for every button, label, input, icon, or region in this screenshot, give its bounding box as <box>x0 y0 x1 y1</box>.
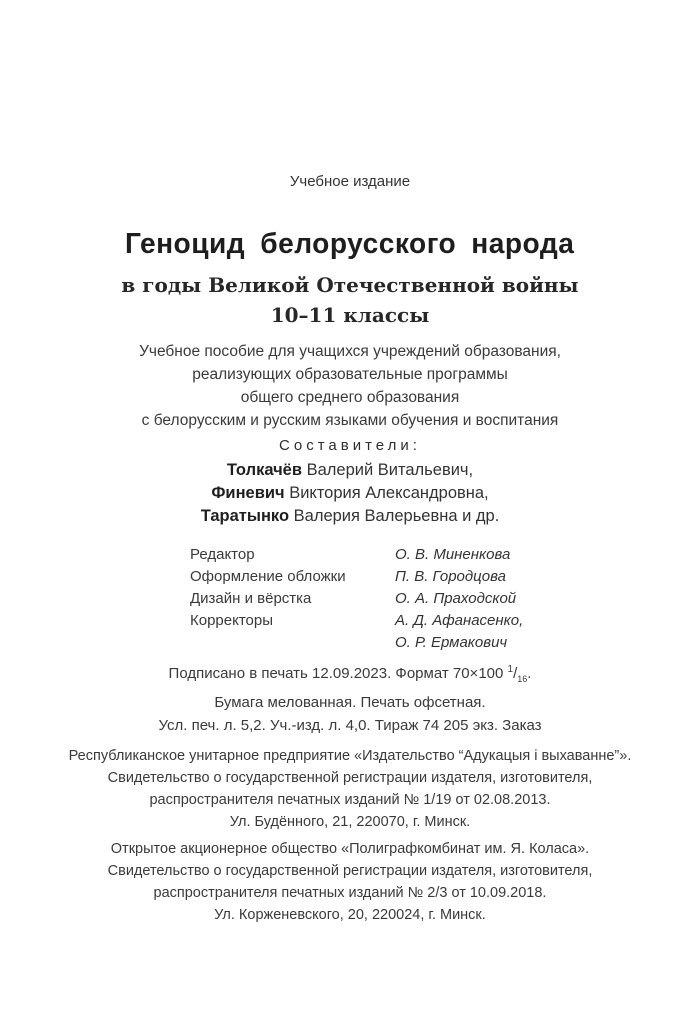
credit-role: Корректоры <box>190 612 274 629</box>
credit-role: Редактор <box>190 546 255 563</box>
credit-role <box>190 632 395 654</box>
print-format-text: Подписано в печать 12.09.2023. Формат 70×100 <box>168 665 508 682</box>
credit-role: Дизайн и вёрстка <box>190 590 312 607</box>
print-format-end: . <box>527 665 532 682</box>
compiler-entry <box>0 459 700 482</box>
credit-name: О. В. Миненкова <box>395 546 511 563</box>
credit-row <box>190 544 700 566</box>
description-line: реализующих образовательные программы <box>192 366 508 383</box>
format-fraction-slash: / <box>513 665 518 682</box>
compiler-given-name: Виктория Александровна, <box>289 484 489 502</box>
printer-address-line: Ул. Корженевского, 20, 220024, г. Минск. <box>214 907 486 923</box>
credit-name: А. Д. Афанасенко, <box>395 612 524 629</box>
compiler-entry <box>0 482 700 505</box>
description-line: общего среднего образования <box>240 389 460 406</box>
credit-row <box>190 632 700 654</box>
printer-name-line: Открытое акционерное общество «Полиграфкомбинат им. Я. Коласа». <box>110 841 590 857</box>
printer-certificate-number-line: распространителя печатных изданий № 2/3 от 10.09.2018. <box>153 885 547 901</box>
print-info-line-volume: Усл. печ. л. 5,2. Уч.-изд. л. 4,0. Тираж 74 205 экз. Заказ <box>158 717 542 734</box>
compiler-surname: Таратынко <box>200 507 290 525</box>
edition-type-label: Учебное издание <box>289 173 411 190</box>
compiler-surname: Толкачёв <box>226 461 302 479</box>
printer-info <box>0 838 700 926</box>
compilers-heading: Составители: <box>279 437 421 454</box>
format-fraction-denominator: 16 <box>517 674 528 684</box>
book-title <box>0 228 700 265</box>
audience-description <box>0 340 700 432</box>
publisher-certificate-line: Свидетельство о государственной регистрации издателя, изготовителя, <box>107 770 593 786</box>
printer-certificate-line: Свидетельство о государственной регистрации издателя, изготовителя, <box>107 863 593 879</box>
book-title-text: Геноцид белорусского народа <box>125 228 575 260</box>
format-fraction-numerator: 1 <box>507 664 514 675</box>
subtitle-line: в годы Великой Отечественной войны <box>121 273 579 297</box>
publisher-name-line: Республиканское унитарное предприятие «Издательство “Адукацыя і выхаванне”». <box>68 748 632 764</box>
credit-row <box>190 566 700 588</box>
compiler-surname: Финевич <box>211 484 285 502</box>
credit-name: О. Р. Ермакович <box>395 634 508 651</box>
credit-row <box>190 610 700 632</box>
credit-name: П. В. Городцова <box>395 568 506 585</box>
credit-row <box>190 588 700 610</box>
print-info <box>0 658 700 737</box>
publisher-info <box>0 745 700 833</box>
description-line: с белорусским и русским языками обучения и воспитания <box>141 412 559 429</box>
compiler-given-name: Валерий Витальевич, <box>306 461 474 479</box>
grades-label: 10–11 классы <box>270 303 430 327</box>
compiler-entry <box>0 505 700 528</box>
description-line: Учебное пособие для учащихся учреждений образования, <box>139 343 561 360</box>
credit-name: О. А. Праходской <box>395 590 517 607</box>
print-info-line-format <box>0 658 700 691</box>
publisher-address-line: Ул. Будённого, 21, 220070, г. Минск. <box>229 814 471 830</box>
compiler-given-name: Валерия Валерьевна и др. <box>293 507 500 525</box>
compilers-list <box>0 459 700 528</box>
credits-table <box>0 544 700 654</box>
book-subtitle <box>0 270 700 330</box>
print-info-line-paper: Бумага мелованная. Печать офсетная. <box>214 694 486 711</box>
credit-role: Оформление обложки <box>190 568 346 585</box>
publisher-certificate-number-line: распространителя печатных изданий № 1/19 от 02.08.2013. <box>149 792 551 808</box>
